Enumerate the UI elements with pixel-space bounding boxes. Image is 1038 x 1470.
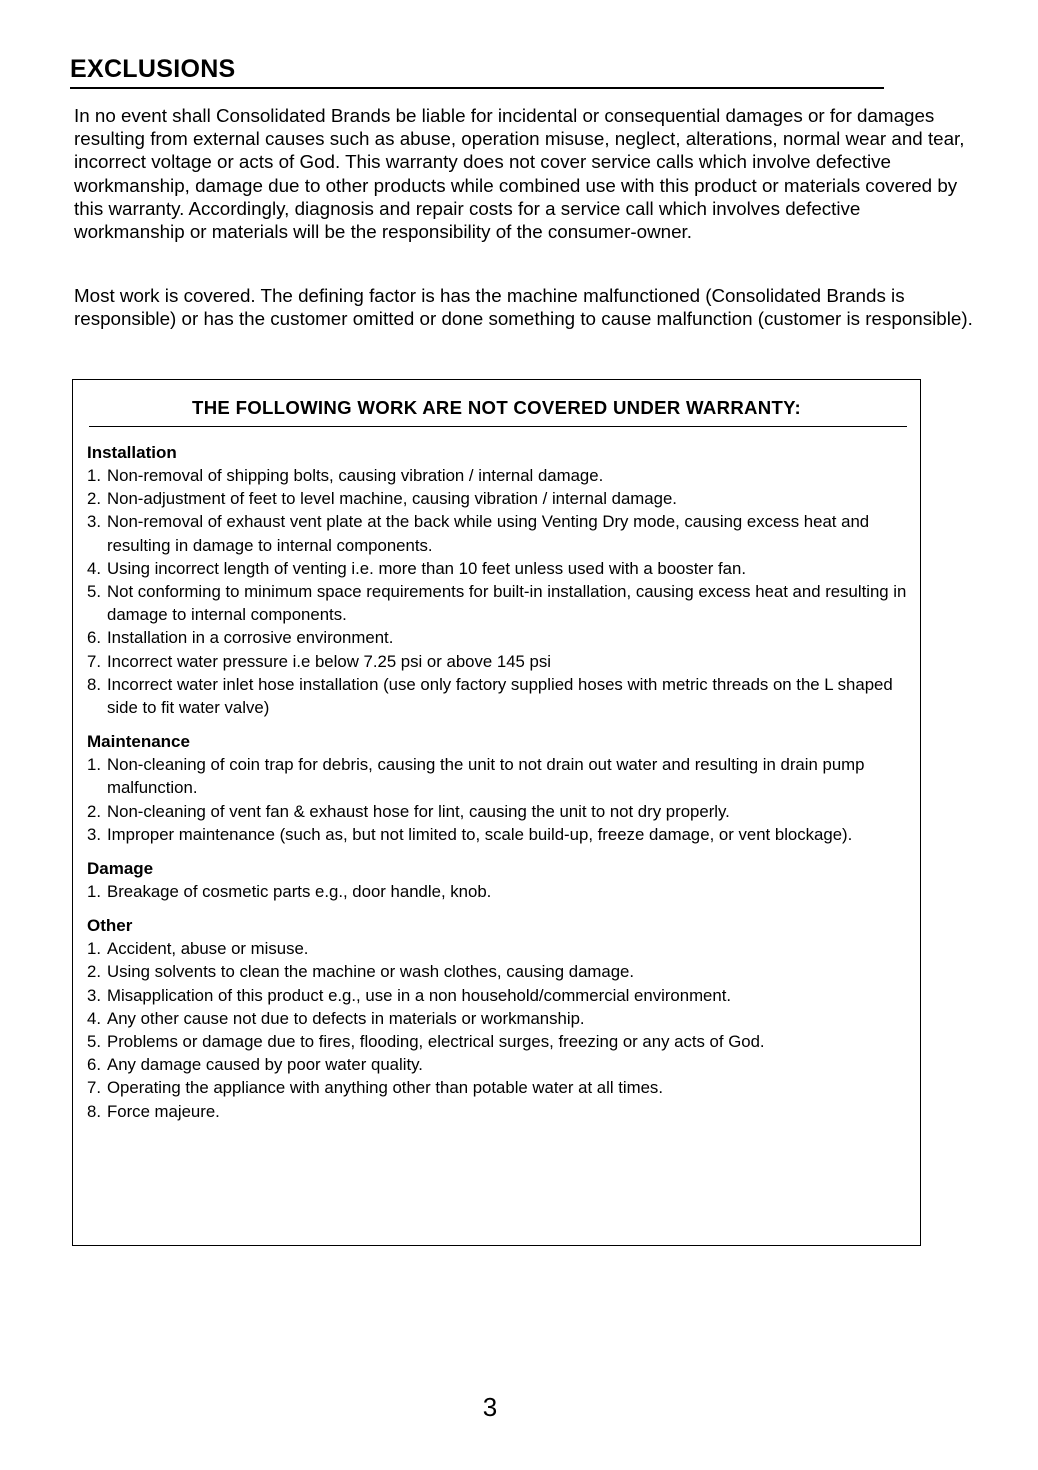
list-item <box>87 673 907 719</box>
item-text: Installation in a corrosive environment. <box>107 628 394 648</box>
item-text: Improper maintenance (such as, but not limited to, scale build-up, freeze damage, or vent blockage). <box>107 824 853 844</box>
list-item <box>87 487 907 510</box>
item-text: Non-cleaning of coin trap for debris, causing the unit to not drain out water and resulting in drain pump malfunction. <box>107 755 865 798</box>
section-installation <box>87 441 907 719</box>
section-maintenance <box>87 730 907 846</box>
section-title: Damage <box>87 859 154 879</box>
item-text: Any other cause not due to defects in materials or workmanship. <box>107 1008 585 1028</box>
item-number: 3. <box>87 512 101 532</box>
list-item <box>87 960 907 983</box>
item-text: Breakage of cosmetic parts e.g., door handle, knob. <box>107 882 492 902</box>
section-damage <box>87 857 907 903</box>
list-item <box>87 880 907 903</box>
list-item <box>87 823 907 846</box>
item-number: 3. <box>87 985 101 1005</box>
item-text: Non-adjustment of feet to level machine, causing vibration / internal damage. <box>107 489 677 509</box>
item-text: Accident, abuse or misuse. <box>107 939 309 959</box>
section-title: Maintenance <box>87 732 190 752</box>
item-number: 4. <box>87 558 101 578</box>
box-title: THE FOLLOWING WORK ARE NOT COVERED UNDER WARRANTY: <box>192 397 801 418</box>
item-text: Non-removal of shipping bolts, causing vibration / internal damage. <box>107 466 604 485</box>
item-number: 7. <box>87 651 101 671</box>
exclusions-paragraph: In no event shall Consolidated Brands be liable for incidental or consequential damages or for damages resulting from external causes such as abuse, operation misuse, neglect, alterations, normal wear and tear, incorrect voltage or acts of God. This warranty does not cover service calls which involve defective workmanship, damage due to other products while combined use with this product or materials covered by this warranty. Accordingly, diagnosis and repair costs for a service call which involves defective workmanship or materials will be the responsibility of the consumer-owner. <box>74 105 965 243</box>
list-item <box>87 626 907 649</box>
not-covered-box <box>72 379 921 1246</box>
item-text: Force majeure. <box>107 1101 220 1121</box>
list-item <box>87 580 907 626</box>
item-number: 2. <box>87 489 101 509</box>
list-item <box>87 1007 907 1030</box>
list-item <box>87 557 907 580</box>
item-number: 6. <box>87 628 101 648</box>
item-number: 2. <box>87 801 101 821</box>
item-number: 2. <box>87 962 101 982</box>
item-number: 1. <box>87 882 101 902</box>
item-number: 8. <box>87 1101 101 1121</box>
item-number: 4. <box>87 1008 101 1028</box>
section-title: Installation <box>87 443 177 462</box>
list-item <box>87 1076 907 1099</box>
list-item <box>87 650 907 673</box>
item-text: Using solvents to clean the machine or wash clothes, causing damage. <box>107 962 635 982</box>
list-item <box>87 937 907 960</box>
item-text: Incorrect water inlet hose installation (use only factory supplied hoses with metric threads on the L shaped side to fit water valve) <box>107 674 893 718</box>
coverage-paragraph: Most work is covered. The defining factor is has the machine malfunctioned (Consolidated Brands is responsible) or has the customer omitted or done something to cause malfunction (customer is responsible). <box>74 285 973 330</box>
list-item <box>87 1100 907 1123</box>
item-text: Non-cleaning of vent fan & exhaust hose for lint, causing the unit to not dry properly. <box>107 801 730 821</box>
list-item <box>87 1030 907 1053</box>
list-item <box>87 464 907 487</box>
item-text: Operating the appliance with anything other than potable water at all times. <box>107 1078 663 1098</box>
item-number: 5. <box>87 582 101 602</box>
item-number: 1. <box>87 466 101 485</box>
item-text: Not conforming to minimum space requirements for built-in installation, causing excess heat and resulting in damage to internal components. <box>107 582 907 625</box>
title-divider <box>70 87 884 89</box>
box-divider <box>89 426 907 427</box>
item-text: Misapplication of this product e.g., use in a non household/commercial environment. <box>107 985 732 1005</box>
item-number: 7. <box>87 1078 101 1098</box>
list-item <box>87 1053 907 1076</box>
heading-block <box>70 54 884 89</box>
item-number: 6. <box>87 1055 101 1075</box>
item-number: 1. <box>87 939 101 959</box>
item-number: 1. <box>87 755 101 775</box>
item-text: Any damage caused by poor water quality. <box>107 1055 423 1075</box>
section-other <box>87 914 907 1123</box>
item-number: 8. <box>87 674 101 694</box>
section-title: Other <box>87 916 133 936</box>
page-number: 3 <box>482 1392 498 1422</box>
item-number: 3. <box>87 824 101 844</box>
item-text: Problems or damage due to fires, flooding, electrical surges, freezing or any acts of God. <box>107 1032 765 1052</box>
box-sections <box>87 441 907 1134</box>
list-item <box>87 800 907 823</box>
item-text: Incorrect water pressure i.e below 7.25 psi or above 145 psi <box>107 651 552 671</box>
item-text: Non-removal of exhaust vent plate at the back while using Venting Dry mode, causing excess heat and resulting in damage to internal components. <box>107 512 870 555</box>
item-text: Using incorrect length of venting i.e. more than 10 feet unless used with a booster fan. <box>107 558 746 578</box>
item-number: 5. <box>87 1032 101 1052</box>
page-title: EXCLUSIONS <box>70 55 236 83</box>
list-item <box>87 753 907 799</box>
list-item <box>87 984 907 1007</box>
list-item <box>87 510 907 556</box>
